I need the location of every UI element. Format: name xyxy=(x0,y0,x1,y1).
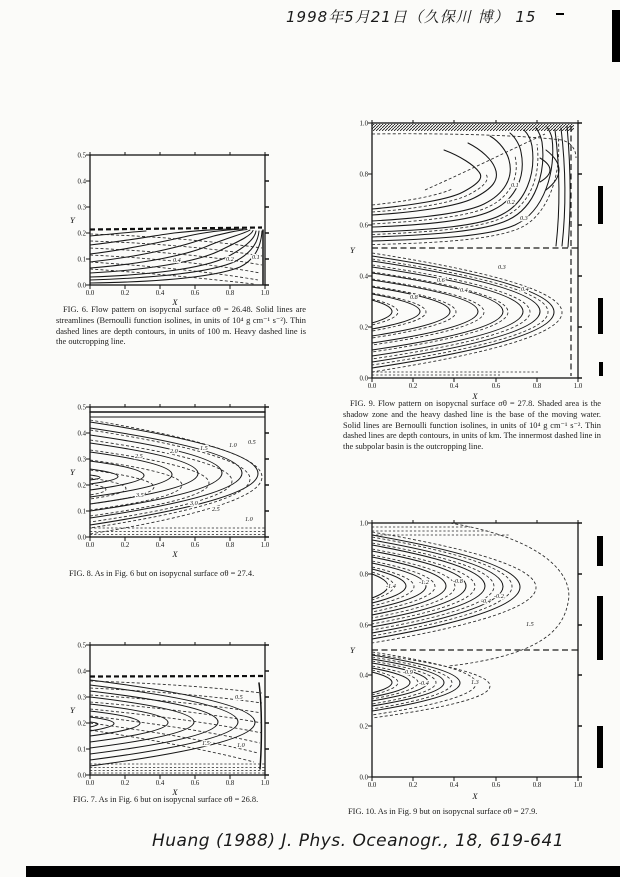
contour-label: 3.0 xyxy=(190,500,198,507)
contour-label: 0.4 xyxy=(521,286,529,293)
ytick: 0.4 xyxy=(359,672,368,680)
contour-label: 0.4 xyxy=(460,287,468,294)
xtick: 0.4 xyxy=(155,290,165,297)
scan-artifact-right-bar-4 xyxy=(597,536,603,566)
fig9-subpolar-depth-contours xyxy=(372,134,559,245)
scan-artifact-top-dash xyxy=(556,13,564,15)
scan-artifact-right-bar-1 xyxy=(598,186,603,224)
fig7-contour-labels xyxy=(202,694,246,749)
ytick: 0.5 xyxy=(77,404,86,412)
fig8-plot xyxy=(62,395,277,561)
contour-label: 0.2 xyxy=(226,256,234,263)
fig10-caption: FIG. 10. As in Fig. 9 but on isopycnal surface σθ = 27.9. xyxy=(348,807,538,816)
contour-label: 1.0 xyxy=(245,516,253,523)
scan-artifact-bottom-bar xyxy=(26,866,620,877)
xtick: 1.0 xyxy=(573,782,583,789)
xtick: 0.0 xyxy=(85,542,95,549)
xtick: 0.6 xyxy=(190,290,200,297)
xtick: 0.8 xyxy=(225,780,235,787)
ytick: 0.1 xyxy=(77,508,86,516)
xtick: 0.2 xyxy=(120,780,130,787)
contour-label: 1.5 xyxy=(202,740,210,747)
contour-label: 0.6 xyxy=(437,277,445,284)
fig9-shadow-zone xyxy=(372,124,574,131)
xtick: 0.0 xyxy=(85,290,95,297)
contour-label: 1.0 xyxy=(237,742,245,749)
xtick: 0.6 xyxy=(491,782,501,789)
x-axis-title: X xyxy=(472,791,478,801)
xtick: 0.4 xyxy=(155,542,165,549)
ytick: 0.3 xyxy=(77,694,86,702)
contour-label: 3.5 xyxy=(136,492,144,499)
fig6-frame xyxy=(86,152,269,289)
fig10-top-dashes xyxy=(372,527,510,535)
xtick: 0.4 xyxy=(155,780,165,787)
ytick: 0.4 xyxy=(77,178,86,186)
xtick: 0.0 xyxy=(367,782,377,789)
fig9-subtropical-streamlines xyxy=(372,256,554,368)
ytick: 0.2 xyxy=(77,720,86,728)
ytick: 0.4 xyxy=(77,430,86,438)
contour-label: -0.4 xyxy=(419,680,429,687)
scan-artifact-top-right-bar xyxy=(612,10,620,62)
fig10-subpolar-depth-contours xyxy=(372,523,569,666)
xtick: 0.8 xyxy=(532,782,542,789)
xtick: 0.0 xyxy=(367,383,377,390)
fig9-subpolar-streamlines xyxy=(372,126,570,247)
contour-label: 2.0 xyxy=(170,448,178,455)
xtick: 0.4 xyxy=(449,383,459,390)
y-axis-title: Y xyxy=(70,215,75,225)
contour-label: 0.1 xyxy=(252,254,260,261)
contour-label: 1.3 xyxy=(471,679,479,686)
ytick: 0.0 xyxy=(77,772,86,780)
x-axis-title: X xyxy=(172,549,178,559)
xtick: 0.2 xyxy=(408,383,418,390)
xtick: 1.0 xyxy=(260,542,270,549)
y-axis-title: Y xyxy=(350,645,355,655)
xtick: 0.2 xyxy=(120,290,130,297)
handwritten-citation: Huang (1988) J. Phys. Oceanogr., 18, 619-641 xyxy=(152,831,565,851)
ytick: 0.8 xyxy=(359,571,368,579)
ytick: 0.3 xyxy=(77,204,86,212)
ytick: 1.0 xyxy=(359,120,368,128)
ytick: 0.2 xyxy=(77,482,86,490)
ytick: 0.2 xyxy=(359,723,368,731)
contour-label: 0.3 xyxy=(498,264,506,271)
contour-label: -0.2 xyxy=(494,593,504,600)
fig6-plot xyxy=(62,143,277,309)
ytick: 0.1 xyxy=(77,746,86,754)
ytick: 0.4 xyxy=(77,668,86,676)
fig9-plot xyxy=(340,110,605,402)
scan-artifact-right-bar-2 xyxy=(598,298,603,334)
fig10-frame xyxy=(368,520,582,781)
ytick: 0.8 xyxy=(359,171,368,179)
fig8-depth-contours xyxy=(90,420,265,535)
ytick: 0.6 xyxy=(359,622,368,630)
contour-label: 0.5 xyxy=(248,439,256,446)
fig7-caption: FIG. 7. As in Fig. 6 but on isopycnal surface σθ = 26.8. xyxy=(73,795,259,804)
fig7-outcrop-line xyxy=(90,676,265,677)
scan-artifact-right-bar-3 xyxy=(599,362,603,376)
ytick: 0.4 xyxy=(359,273,368,281)
contour-label: 0.1 xyxy=(511,182,519,189)
scan-artifact-right-bar-5 xyxy=(597,596,603,660)
xtick: 0.0 xyxy=(85,780,95,787)
y-axis-title: Y xyxy=(350,245,355,255)
contour-label: 0.8 xyxy=(410,294,418,301)
fig7-plot xyxy=(62,633,277,799)
contour-label: 0.2 xyxy=(507,199,515,206)
ytick: 0.0 xyxy=(359,375,368,383)
contour-label: 2.5 xyxy=(135,453,143,460)
x-axis-title: X xyxy=(472,391,478,401)
contour-label: -1.4 xyxy=(386,583,396,590)
y-axis-title: Y xyxy=(70,705,75,715)
fig9-caption: FIG. 9. Flow pattern on isopycnal surface σθ = 27.8. Shaded area is the shadow zone and the heavy dashed line is the base of the moving water. Solid lines are Bernoulli function isolines, in units of 10⁴ g cm⁻¹ s⁻². Thin dashed lines are depth contours, in units of km. The innermost dashed line in the subpolar basin is the outcropping line. xyxy=(343,399,601,452)
contour-label: 1.5 xyxy=(200,445,208,452)
contour-label: 0.4 xyxy=(173,257,181,264)
fig8-axis-labels xyxy=(70,405,270,560)
contour-label: 1.5 xyxy=(526,621,534,628)
xtick: 1.0 xyxy=(573,383,583,390)
ytick: 0.2 xyxy=(359,324,368,332)
xtick: 0.6 xyxy=(190,780,200,787)
x-axis-title: X xyxy=(172,787,178,797)
ytick: 0.2 xyxy=(77,230,86,238)
ytick: 0.1 xyxy=(77,256,86,264)
contour-label: 0.5 xyxy=(235,694,243,701)
contour-label: 1.0 xyxy=(229,442,237,449)
ytick: 1.0 xyxy=(359,520,368,528)
scan-artifact-right-bar-6 xyxy=(597,726,603,768)
contour-label: -1.2 xyxy=(419,579,429,586)
contour-label: 2.5 xyxy=(212,506,220,513)
ytick: 0.0 xyxy=(77,534,86,542)
xtick: 0.8 xyxy=(225,542,235,549)
xtick: 0.2 xyxy=(120,542,130,549)
y-axis-title: Y xyxy=(70,467,75,477)
fig7-axis-labels xyxy=(70,643,270,798)
fig10-plot xyxy=(340,513,605,809)
contour-label: -0.9 xyxy=(403,669,413,676)
fig8-caption: FIG. 8. As in Fig. 6 but on isopycnal surface σθ = 27.4. xyxy=(69,569,255,578)
fig8-streamlines xyxy=(90,412,265,525)
xtick: 0.2 xyxy=(408,782,418,789)
handwritten-date-note: 1998年5月21日（久保川 博） 15 xyxy=(286,8,537,26)
ytick: 0.5 xyxy=(77,642,86,650)
xtick: 0.6 xyxy=(491,383,501,390)
contour-label: 0.3 xyxy=(520,215,528,222)
xtick: 0.8 xyxy=(532,383,542,390)
xtick: 0.8 xyxy=(225,290,235,297)
xtick: 1.0 xyxy=(260,290,270,297)
contour-label: -0.8 xyxy=(453,578,463,585)
ytick: 0.0 xyxy=(77,282,86,290)
ytick: 0.6 xyxy=(359,222,368,230)
xtick: 0.4 xyxy=(449,782,459,789)
xtick: 0.6 xyxy=(190,542,200,549)
ytick: 0.5 xyxy=(77,152,86,160)
xtick: 1.0 xyxy=(260,780,270,787)
fig6-caption: FIG. 6. Flow pattern on isopycnal surface σθ = 26.48. Solid lines are streamlines (Bernoulli function isolines, in units of 10⁴ g cm⁻¹ s⁻²). Thin dashed lines are depth contours, in units of 100 m. Heavy dashed line is the outcropping line. xyxy=(56,305,306,347)
ytick: 0.3 xyxy=(77,456,86,464)
ytick: 0.0 xyxy=(359,774,368,782)
contour-label: -0.4 xyxy=(481,598,491,605)
x-axis-title: X xyxy=(172,297,178,307)
